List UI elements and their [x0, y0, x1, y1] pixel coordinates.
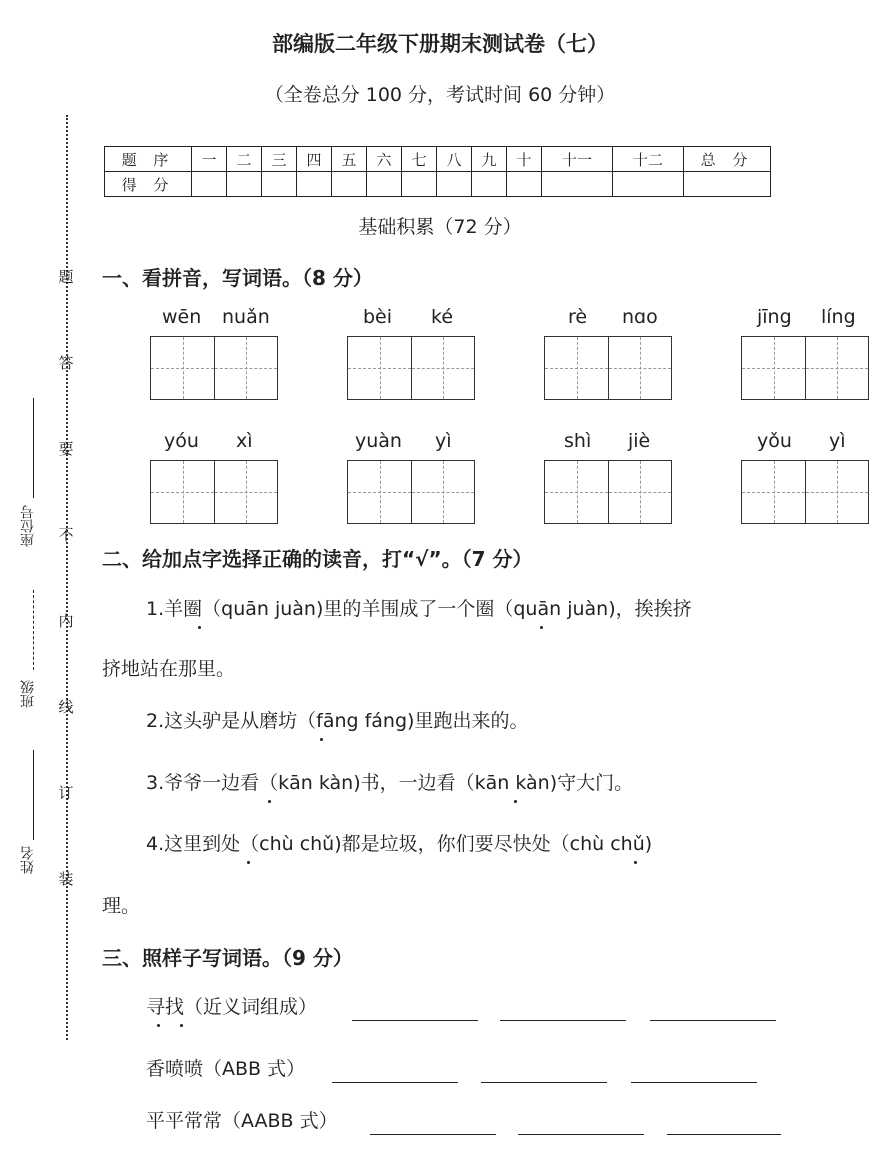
name-label: 姓名	[20, 846, 36, 874]
margin-warning-char: 订	[58, 784, 74, 802]
score-input-cell[interactable]	[227, 172, 262, 197]
q2-line: 4.这里到处（chù chǔ)都是垃圾，你们要尽快处（chù chǔ)	[146, 833, 653, 855]
score-table-header-row	[105, 147, 771, 172]
binding-dotted-line	[66, 115, 68, 1040]
score-input-cell[interactable]	[192, 172, 227, 197]
score-input-cell[interactable]	[542, 172, 613, 197]
score-cell: 三	[262, 147, 297, 172]
class-label: 班级	[20, 680, 36, 708]
margin-warning-char: 内	[58, 612, 74, 630]
emphasis-dot	[320, 738, 323, 741]
q3-example: 香喷喷（ABB 式）	[146, 1058, 306, 1080]
score-input-cell[interactable]	[402, 172, 437, 197]
score-cell: 十	[507, 147, 542, 172]
margin-warning-char: 题	[58, 268, 74, 286]
pinyin: ké	[431, 306, 454, 328]
answer-blank[interactable]	[370, 1134, 496, 1135]
pinyin: nɑo	[622, 306, 658, 328]
emphasis-dot	[268, 800, 271, 803]
emphasis-dot	[198, 626, 201, 629]
score-cell: 得 分	[105, 172, 192, 197]
score-input-cell[interactable]	[367, 172, 402, 197]
score-cell: 八	[437, 147, 472, 172]
score-cell: 二	[227, 147, 262, 172]
writing-boxes[interactable]	[347, 460, 475, 524]
q3-example: 平平常常（AABB 式）	[146, 1110, 338, 1132]
answer-blank[interactable]	[500, 1020, 626, 1021]
pinyin: rè	[568, 306, 588, 328]
score-input-cell[interactable]	[472, 172, 507, 197]
q3-title: 三、照样子写词语。（9 分）	[102, 946, 353, 970]
pinyin: yóu	[164, 430, 199, 452]
pinyin: xì	[236, 430, 253, 452]
score-cell: 九	[472, 147, 507, 172]
emphasis-dot	[157, 1024, 160, 1027]
class-blank[interactable]	[33, 590, 34, 670]
pinyin: yì	[435, 430, 452, 452]
answer-blank[interactable]	[352, 1020, 478, 1021]
name-blank[interactable]	[33, 750, 34, 840]
answer-blank[interactable]	[481, 1082, 607, 1083]
margin-warning-char: 不	[58, 526, 74, 544]
score-cell: 十二	[613, 147, 684, 172]
score-input-cell[interactable]	[507, 172, 542, 197]
emphasis-dot	[514, 800, 517, 803]
score-input-cell[interactable]	[262, 172, 297, 197]
score-input-cell[interactable]	[297, 172, 332, 197]
score-cell: 一	[192, 147, 227, 172]
score-table-score-row	[105, 172, 771, 197]
pinyin: bèi	[363, 306, 393, 328]
q3-example: 寻找（近义词组成）	[146, 996, 318, 1018]
q2-title: 二、给加点字选择正确的读音，打“√”。（7 分）	[102, 547, 533, 571]
q2-line: 1.羊圈（quān juàn)里的羊围成了一个圈（quān juàn)，挨挨挤	[146, 598, 692, 620]
margin-warning-char: 要	[58, 440, 74, 458]
pinyin: jīng	[757, 306, 792, 328]
emphasis-dot	[180, 1024, 183, 1027]
seat-number-label: 座位号	[20, 505, 36, 547]
pinyin: jiè	[628, 430, 651, 452]
score-input-cell[interactable]	[684, 172, 771, 197]
pinyin: yì	[829, 430, 846, 452]
answer-blank[interactable]	[631, 1082, 757, 1083]
score-cell: 总 分	[684, 147, 771, 172]
answer-blank[interactable]	[667, 1134, 781, 1135]
score-table	[104, 146, 771, 197]
pinyin: shì	[564, 430, 592, 452]
score-input-cell[interactable]	[613, 172, 684, 197]
pinyin: yǒu	[757, 430, 792, 452]
q2-line: 3.爷爷一边看（kān kàn)书，一边看（kān kàn)守大门。	[146, 772, 634, 794]
exam-title: 部编版二年级下册期末测试卷（七）	[272, 32, 608, 56]
answer-blank[interactable]	[518, 1134, 644, 1135]
exam-subtitle: （全卷总分 100 分，考试时间 60 分钟）	[264, 84, 616, 106]
q2-line: 挤地站在那里。	[102, 658, 236, 680]
emphasis-dot	[634, 861, 637, 864]
q1-title: 一、看拼音，写词语。（8 分）	[102, 266, 373, 290]
writing-boxes[interactable]	[544, 336, 672, 400]
pinyin: líng	[821, 306, 856, 328]
emphasis-dot	[247, 861, 250, 864]
margin-warning-char: 装	[58, 870, 74, 888]
q2-line: 理。	[102, 895, 141, 917]
writing-boxes[interactable]	[347, 336, 475, 400]
score-cell: 十一	[542, 147, 613, 172]
q2-line: 2.这头驴是从磨坊（fāng fáng)里跑出来的。	[146, 710, 529, 732]
score-input-cell[interactable]	[437, 172, 472, 197]
score-cell: 七	[402, 147, 437, 172]
margin-warning-char: 答	[58, 354, 74, 372]
answer-blank[interactable]	[332, 1082, 458, 1083]
answer-blank[interactable]	[650, 1020, 776, 1021]
section-basic-heading: 基础积累（72 分）	[358, 216, 522, 238]
score-cell: 五	[332, 147, 367, 172]
writing-boxes[interactable]	[741, 460, 869, 524]
score-input-cell[interactable]	[332, 172, 367, 197]
pinyin: yuàn	[355, 430, 402, 452]
pinyin: wēn	[162, 306, 202, 328]
score-cell: 题 序	[105, 147, 192, 172]
writing-boxes[interactable]	[150, 336, 278, 400]
margin-warning-char: 线	[58, 698, 74, 716]
pinyin: nuǎn	[222, 306, 270, 328]
writing-boxes[interactable]	[150, 460, 278, 524]
score-cell: 四	[297, 147, 332, 172]
writing-boxes[interactable]	[741, 336, 869, 400]
seat-number-blank[interactable]	[33, 398, 34, 498]
emphasis-dot	[540, 626, 543, 629]
score-cell: 六	[367, 147, 402, 172]
writing-boxes[interactable]	[544, 460, 672, 524]
